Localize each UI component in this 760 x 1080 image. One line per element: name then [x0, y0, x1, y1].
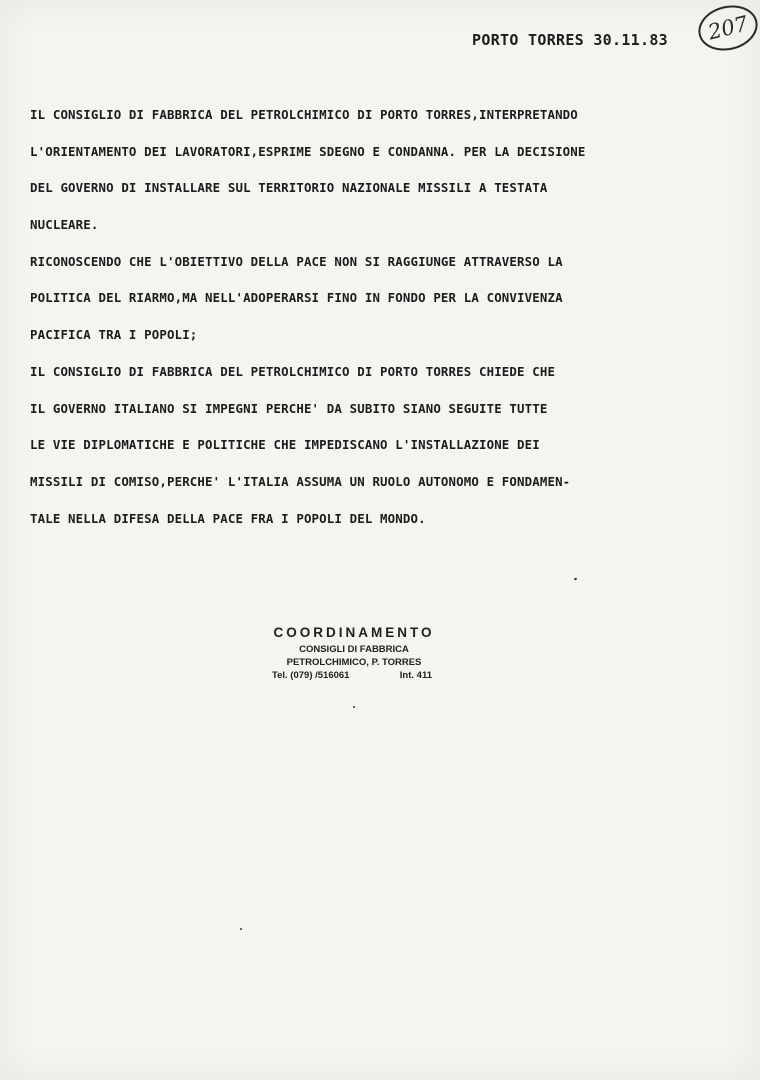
stamp-line-1: CONSIGLI DI FABBRICA — [299, 644, 409, 655]
body-line: POLITICA DEL RIARMO,MA NELL'ADOPERARSI FINO IN FONDO PER LA CONVIVENZA — [30, 290, 563, 306]
stamp-title: COORDINAMENTO — [273, 625, 435, 640]
stamp-line-2: PETROLCHIMICO, P. TORRES — [286, 657, 422, 668]
body-line: TALE NELLA DIFESA DELLA PACE FRA I POPOLI DEL MONDO. — [30, 510, 426, 526]
archive-number-text: 207 — [705, 11, 751, 45]
ink-speck — [240, 928, 242, 930]
body-line: IL CONSIGLIO DI FABBRICA DEL PETROLCHIMICO DI PORTO TORRES,INTERPRETANDO — [30, 107, 578, 122]
body-line: RICONOSCENDO CHE L'OBIETTIVO DELLA PACE NON SI RAGGIUNGE ATTRAVERSO LA — [30, 253, 563, 269]
body-text — [30, 106, 710, 546]
body-line: MISSILI DI COMISO,PERCHE' L'ITALIA ASSUMA UN RUOLO AUTONOMO E FONDAMEN- — [30, 473, 571, 489]
body-line: L'ORIENTAMENTO DEI LAVORATORI,ESPRIME SDEGNO E CONDANNA. PER LA DECISIONE — [30, 143, 586, 159]
ink-speck — [574, 578, 578, 581]
date-line: PORTO TORRES 30.11.83 — [472, 31, 668, 49]
body-line: IL GOVERNO ITALIANO SI IMPEGNI PERCHE' DA SUBITO SIANO SEGUITE TUTTE — [30, 400, 548, 416]
body-line: LE VIE DIPLOMATICHE E POLITICHE CHE IMPEDISCANO L'INSTALLAZIONE DEI — [30, 437, 540, 453]
body-line: NUCLEARE. — [30, 217, 99, 233]
stamp-extension: Int. 411 — [399, 670, 432, 681]
archive-number-annotation — [694, 0, 760, 57]
stamp-phone: Tel. (079) /516061 — [272, 670, 350, 681]
organization-stamp — [270, 625, 438, 682]
ink-speck — [353, 706, 355, 708]
body-line: PACIFICA TRA I POPOLI; — [30, 327, 198, 343]
body-line: IL CONSIGLIO DI FABBRICA DEL PETROLCHIMICO DI PORTO TORRES CHIEDE CHE — [30, 363, 556, 379]
stamp-contact — [270, 669, 438, 682]
body-line: DEL GOVERNO DI INSTALLARE SUL TERRITORIO NAZIONALE MISSILI A TESTATA — [30, 180, 548, 196]
